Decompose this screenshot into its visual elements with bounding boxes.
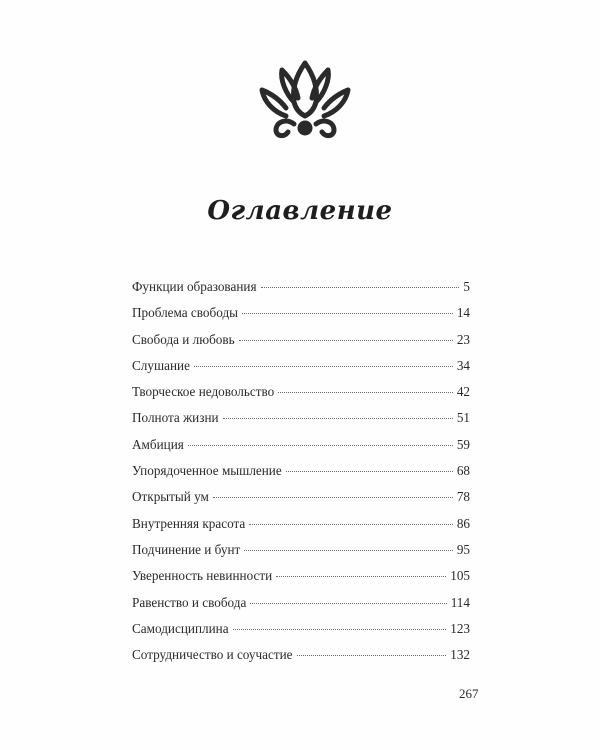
toc-entry-page: 34: [456, 357, 470, 373]
dot-leader: [233, 629, 447, 630]
toc-entry-label: Равенство и свобода: [132, 594, 247, 610]
dot-leader: [261, 287, 460, 288]
toc-entry-label: Амбиция: [132, 436, 184, 452]
toc-entry[interactable]: [132, 357, 470, 383]
dot-leader: [276, 576, 446, 577]
toc-entry-page: 95: [456, 541, 470, 557]
toc-entry-label: Свобода и любовь: [132, 331, 235, 347]
page-title: Оглавление: [207, 196, 393, 226]
toc-entry-label: Функции образования: [132, 279, 257, 294]
toc-entry-page: 132: [450, 647, 470, 663]
toc-entry-page: 86: [456, 515, 470, 531]
toc-entry-page: 123: [450, 620, 470, 636]
toc-entry-page: 5: [463, 279, 470, 294]
toc-entry-page: 114: [450, 594, 470, 610]
dot-leader: [249, 524, 453, 525]
toc-entry[interactable]: [132, 541, 470, 567]
dot-leader: [194, 366, 453, 367]
dot-leader: [286, 471, 453, 472]
toc-entry[interactable]: [132, 462, 470, 488]
toc-entry-label: Полнота жизни: [132, 410, 219, 426]
toc-entry-page: 68: [456, 463, 470, 479]
toc-entry[interactable]: [132, 331, 470, 357]
toc-entry-label: Сотрудничество и соучастие: [132, 647, 293, 663]
toc-entry[interactable]: [132, 594, 470, 620]
toc-entry[interactable]: [132, 409, 470, 435]
dot-leader: [250, 603, 446, 604]
dot-leader: [239, 340, 453, 341]
toc-entry-label: Подчинение и бунт: [132, 541, 241, 557]
toc-entry-page: 78: [456, 489, 470, 505]
dot-leader: [242, 313, 453, 314]
toc-entry-label: Уверенность невинности: [132, 568, 273, 584]
toc-entry-label: Проблема свободы: [132, 305, 239, 321]
toc-entry[interactable]: [132, 436, 470, 462]
toc-entry-label: Слушание: [132, 357, 190, 373]
toc-entry-page: 59: [456, 436, 470, 452]
toc-entry[interactable]: [132, 646, 470, 672]
toc-entry[interactable]: [132, 620, 470, 646]
dot-leader: [213, 497, 453, 498]
dot-leader: [223, 418, 453, 419]
toc-entry[interactable]: [132, 304, 470, 330]
toc-entry-label: Самодисциплина: [132, 620, 229, 636]
toc-entry[interactable]: [132, 488, 470, 514]
dot-leader: [244, 550, 453, 551]
lotus-flower-icon: [256, 58, 354, 146]
toc-entry-page: 51: [456, 410, 470, 426]
table-of-contents: [132, 278, 470, 672]
toc-entry-page: 105: [450, 568, 470, 584]
toc-entry-label: Открытый ум: [132, 489, 209, 505]
toc-entry-label: Упорядоченное мышление: [132, 463, 282, 479]
page-number: 267: [459, 686, 479, 701]
dot-leader: [297, 655, 447, 656]
toc-entry-label: Внутренняя красота: [132, 515, 246, 531]
dot-leader: [188, 445, 453, 446]
toc-entry-page: 23: [456, 331, 470, 347]
toc-entry-page: 42: [456, 384, 470, 400]
toc-entry[interactable]: [132, 515, 470, 541]
toc-entry[interactable]: [132, 278, 470, 304]
dot-leader: [278, 392, 453, 393]
toc-entry-label: Творческое недовольство: [132, 384, 275, 400]
toc-entry[interactable]: [132, 383, 470, 409]
toc-entry-page: 14: [456, 305, 470, 321]
toc-entry[interactable]: [132, 567, 470, 593]
